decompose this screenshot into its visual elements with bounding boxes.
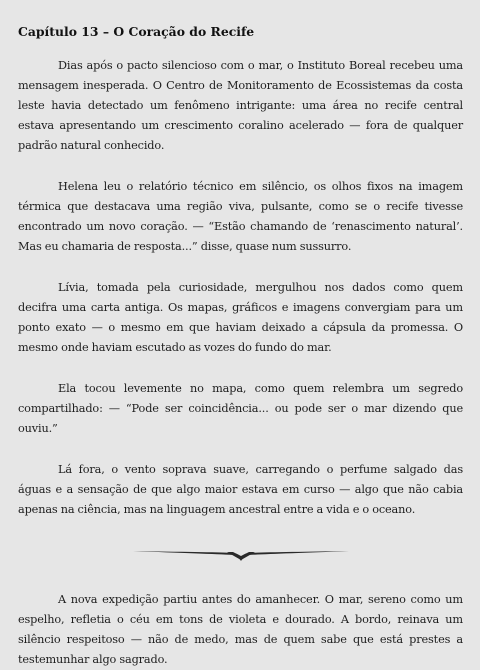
- chapter-title: Capítulo 13 – O Coração do Recife: [18, 24, 255, 39]
- paragraph-4: Ela tocou levemente no mapa, como quem relembra um segredo compartilhado: — “Pode ser coincidência... ou pode ser o mar dizendo que ouviu.”: [18, 382, 463, 435]
- paragraph-6: A nova expedição partiu antes do amanhecer. O mar, sereno como um espelho, refletia o céu em tons de violeta e dourado. A bordo, reinava um silêncio respeitoso — não de medo, mas de quem sabe que está prestes a testemunhar algo sagrado.: [18, 593, 463, 666]
- scroll-divider-icon: [131, 541, 351, 563]
- paragraph-1: Dias após o pacto silencioso com o mar, o Instituto Boreal recebeu uma mensagem inesperada. O Centro de Monitoramento de Ecossistemas da costa leste havia detectado um fenômeno intrigante: uma área no recife central estava apresentando um crescimento coralino acelerado — fora de qualquer padrão natural conhecido.: [18, 59, 463, 152]
- paragraph-3: Lívia, tomada pela curiosidade, mergulhou nos dados como quem decifra uma carta antiga. Os mapas, gráficos e imagens convergiam para um ponto exato — o mesmo em que haviam deixado a cápsula da promessa. O mesmo onde haviam escutado as vozes do fundo do mar.: [18, 281, 463, 354]
- paragraph-5: Lá fora, o vento soprava suave, carregando o perfume salgado das águas e a sensação de que algo maior estava em curso — algo que não cabia apenas na ciência, mas na linguagem ancestral entre a vida e o oceano.: [18, 463, 463, 516]
- paragraph-2: Helena leu o relatório técnico em silêncio, os olhos fixos na imagem térmica que destacava uma região viva, pulsante, como se o recife tivesse encontrado um novo coração. — “Estão chamando de ‘renascimento natural’. Mas eu chamaria de resposta...” disse, quase num sussurro.: [18, 180, 463, 253]
